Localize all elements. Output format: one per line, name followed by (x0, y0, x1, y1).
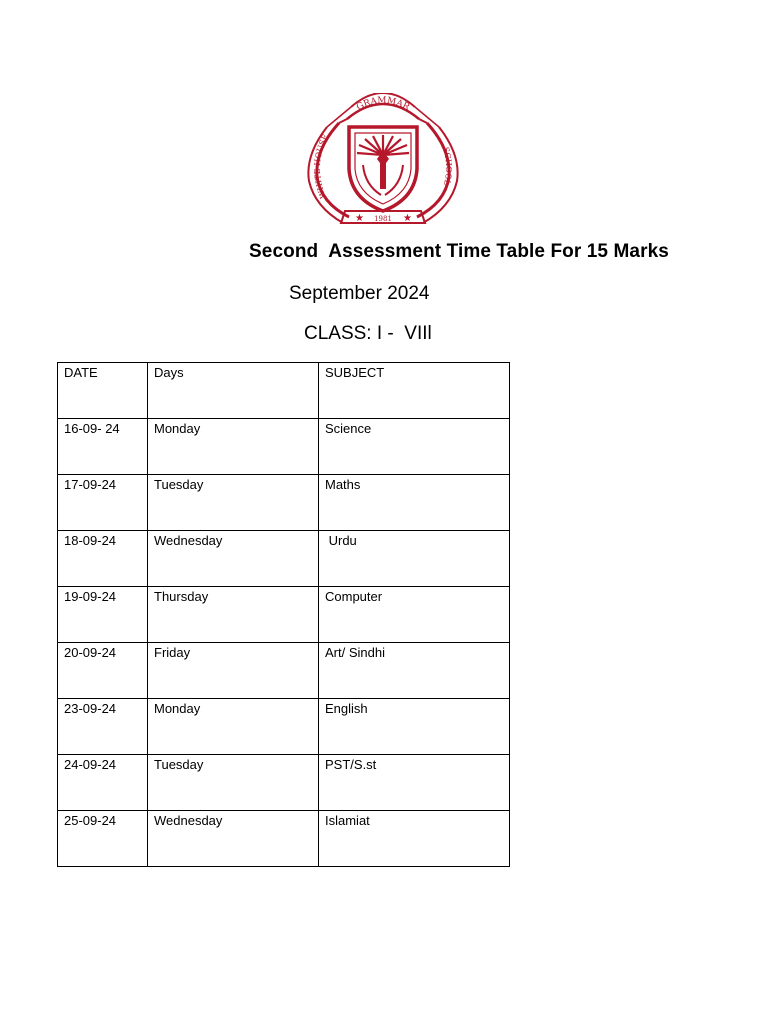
cell-subject: Science (319, 419, 510, 475)
svg-text:★: ★ (403, 213, 412, 224)
month-subtitle: September 2024 (289, 283, 430, 304)
table-row (58, 811, 510, 867)
cell-subject: Art/ Sindhi (319, 643, 510, 699)
school-crest-logo (303, 93, 463, 230)
table-row (58, 419, 510, 475)
cell-day: Monday (148, 419, 319, 475)
table-row (58, 475, 510, 531)
cell-subject: Maths (319, 475, 510, 531)
cell-day: Wednesday (148, 811, 319, 867)
cell-day: Tuesday (148, 475, 319, 531)
cell-date: 20-09-24 (58, 643, 148, 699)
cell-date: 19-09-24 (58, 587, 148, 643)
cell-day: Monday (148, 699, 319, 755)
header-date: DATE (58, 363, 148, 419)
cell-subject: Islamiat (319, 811, 510, 867)
header-subject: SUBJECT (319, 363, 510, 419)
table-row (58, 755, 510, 811)
logo-top-text: GRAMMAR (355, 95, 411, 113)
cell-subject: Computer (319, 587, 510, 643)
svg-text:★: ★ (355, 213, 364, 224)
svg-text:WHITE HOUSE (313, 133, 330, 200)
cell-day: Wednesday (148, 531, 319, 587)
logo-right-text: SCHOOL (441, 146, 454, 186)
table-row (58, 643, 510, 699)
cell-day: Tuesday (148, 755, 319, 811)
logo-left-text: WHITE HOUSE (312, 132, 331, 200)
table-row (58, 531, 510, 587)
logo-year: 1981 (374, 215, 392, 223)
cell-day: Friday (148, 643, 319, 699)
table-row (58, 699, 510, 755)
cell-subject: PST/S.st (319, 755, 510, 811)
document-title: Second Assessment Time Table For 15 Marks (249, 241, 669, 262)
cell-date: 17-09-24 (58, 475, 148, 531)
timetable (57, 362, 510, 867)
cell-day: Thursday (148, 587, 319, 643)
cell-date: 25-09-24 (58, 811, 148, 867)
header-days: Days (148, 363, 319, 419)
cell-date: 18-09-24 (58, 531, 148, 587)
class-label: CLASS: I - VIIl (304, 323, 432, 344)
cell-subject: English (319, 699, 510, 755)
cell-date: 16-09- 24 (58, 419, 148, 475)
table-row (58, 587, 510, 643)
cell-date: 23-09-24 (58, 699, 148, 755)
cell-subject: Urdu (319, 531, 510, 587)
svg-text:SCHOOL (441, 146, 453, 186)
table-header-row (58, 363, 510, 419)
cell-date: 24-09-24 (58, 755, 148, 811)
